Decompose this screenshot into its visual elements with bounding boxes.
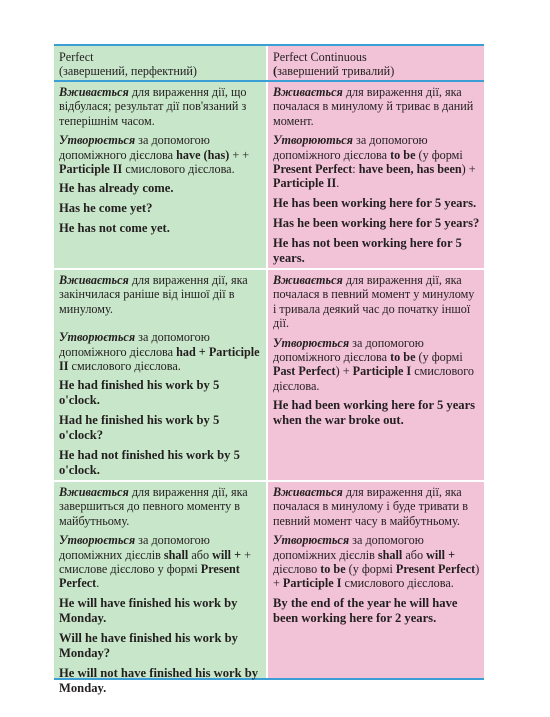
example: He had been working here for 5 years when the war broke out. <box>273 398 476 428</box>
formation-text: Утворюється за допомогою допоміжного дієслова have (has) + + Participle II смислового дієслова. <box>59 133 250 177</box>
examples <box>59 181 262 236</box>
example: He will have finished his work by Monday. <box>59 595 238 625</box>
usage-text: Вживається для вираження дії, що відбулася; результат дії пов'язаний з теперішнім часом. <box>59 85 247 128</box>
example: He had not finished his work by 5 o'clock. <box>59 448 240 478</box>
cell-future-perfect <box>54 482 268 695</box>
formation-text: Утворюється за допомогою допоміжного дієслова had + Participle II смислового дієслова. <box>59 330 260 374</box>
header-row <box>54 46 484 80</box>
example: He has been working here for 5 years. <box>273 195 477 210</box>
usage-text: Вживається для вираження дії, яка почалася в минулому й триває в даний момент. <box>273 85 474 128</box>
formation-text: Утворюється за допомогою допоміжних дієслів shall або will + + смислове дієслово у формі Present Perfect. <box>59 533 251 591</box>
header-perfect-continuous-subtitle: (завершений тривалий) <box>273 64 395 79</box>
cell-past-perfect-continuous <box>268 270 484 480</box>
row-future-perfect <box>54 482 484 695</box>
example: Has he been working here for 5 years? <box>273 215 480 230</box>
usage-text: Вживається для вираження дії, яка закінчилася раніше від іншої дії в минулому. <box>59 273 248 316</box>
examples <box>273 196 480 266</box>
examples <box>59 596 262 696</box>
header-perfect-subtitle: (завершений, перфектний) <box>59 64 197 79</box>
example: He will not have finished his work by Monday. <box>59 665 259 695</box>
example: Will he have finished his work by Monday? <box>59 630 238 660</box>
row-present-perfect <box>54 82 484 268</box>
header-perfect-title: Perfect <box>59 50 94 64</box>
header-perfect-continuous <box>268 46 484 80</box>
examples <box>273 398 480 428</box>
grammar-table <box>54 44 484 695</box>
header-perfect-continuous-title: Perfect Continuous <box>273 50 367 64</box>
header-perfect <box>54 46 268 80</box>
example: He has already come. <box>59 181 174 196</box>
cell-present-perfect-continuous <box>268 82 484 268</box>
formation-text: Утворюється за допомогою допоміжного дієслова to be (у формі Past Perfect) + Participle I смислового дієслова. <box>273 335 475 393</box>
example: He has not been working here for 5 years. <box>273 235 462 265</box>
formation-text: Утворюються за допомогою допоміжного дієслова to be (у формі Present Perfect: have been, has been) + Participle II. <box>273 133 476 191</box>
row-past-perfect <box>54 270 484 480</box>
examples <box>273 596 480 626</box>
cell-past-perfect <box>54 270 268 480</box>
example: He had finished his work by 5 o'clock. <box>59 378 220 408</box>
example: By the end of the year he will have been working here for 2 years. <box>273 595 458 625</box>
formation-text: Утворюється за допомогою допоміжних дієслів shall або will + дієслово to be (у формі Present Perfect) + Participle I смислового дієслова. <box>273 533 480 591</box>
cell-future-perfect-continuous <box>268 482 484 678</box>
example: Has he come yet? <box>59 201 153 216</box>
example: He has not come yet. <box>59 221 170 236</box>
usage-text: Вживається для вираження дії, яка завершиться до певного моменту в майбутньому. <box>59 485 248 528</box>
examples <box>59 378 262 478</box>
usage-text: Вживається для вираження дії, яка почалася в певний момент у минулому і тривала деякий час до початку іншої дії. <box>273 273 475 331</box>
example: Had he finished his work by 5 o'clock? <box>59 413 220 443</box>
usage-text: Вживається для вираження дії, яка почалася в минулому і буде тривати в певний момент часу в майбутньому. <box>273 485 468 528</box>
cell-present-perfect <box>54 82 268 268</box>
